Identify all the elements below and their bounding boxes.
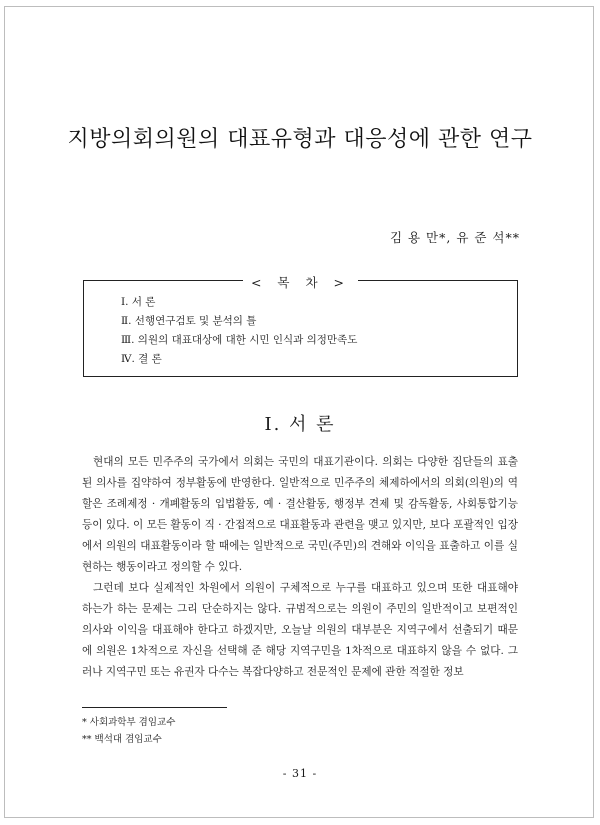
section-heading: Ⅰ. 서 론 bbox=[264, 414, 336, 435]
toc-heading: < 목 차 > bbox=[243, 275, 358, 290]
footnotes bbox=[82, 714, 175, 748]
footnote-divider bbox=[82, 707, 227, 708]
toc-item: Ⅰ. 서 론 bbox=[121, 296, 156, 308]
toc-item: Ⅳ. 결 론 bbox=[121, 353, 162, 365]
toc-item: Ⅲ. 의원의 대표대상에 대한 시민 인식과 의정만족도 bbox=[121, 334, 358, 346]
paragraph: 현대의 모든 민주주의 국가에서 의회는 국민의 대표기관이다. 의회는 다양한 집단들의 표출된 의사를 집약하여 정부활동에 반영한다. 일반적으로 민주주의 체제하에서의 의회(의원)의 역할은 조례제정 · 개폐활동의 입법활동, 예 · 결산활동, 행정부 견제 및 감독활동, 사회통합기능 등이 있다. 이 모든 활동이 직 · 간접적으로 대표활동과 관련을 맺고 있지만, 보다 포괄적인 입장에서 의원의 대표활동이라 할 때에는 일반적으로 국민(주민)의 견해와 이익을 표출하고 이를 실현하는 행동이라고 정의할 수 있다. bbox=[82, 456, 518, 573]
paper-title: 지방의회의원의 대표유형과 대응성에 관한 연구 bbox=[67, 127, 533, 152]
table-of-contents bbox=[83, 275, 518, 377]
footnote: * 사회과학부 겸임교수 bbox=[82, 717, 176, 728]
page-number: - 31 - bbox=[282, 767, 318, 780]
authors: 김 용 만*, 유 준 석** bbox=[389, 230, 520, 245]
body-text bbox=[82, 452, 518, 683]
paragraph: 그런데 보다 실제적인 차원에서 의원이 구체적으로 누구를 대표하고 있으며 또한 대표해야 하는가 하는 문제는 그리 단순하지는 않다. 규범적으로는 의원이 주민의 일반적이고 보편적인 의사와 이익을 대표해야 한다고 하겠지만, 오늘날 의원의 대부분은 지역구에서 선출되기 때문에 의원은 1차적으로 자신을 선택해 준 해당 지역구민을 1차적으로 대표하지 않을 수 없다. 그러나 지역구민 또는 유권자 다수는 복잡다양하고 전문적인 문제에 관한 적절한 정보 bbox=[82, 582, 518, 678]
toc-list bbox=[121, 293, 357, 369]
footnote: ** 백석대 겸임교수 bbox=[82, 734, 162, 745]
toc-item: Ⅱ. 선행연구검토 및 분석의 틀 bbox=[121, 315, 257, 327]
